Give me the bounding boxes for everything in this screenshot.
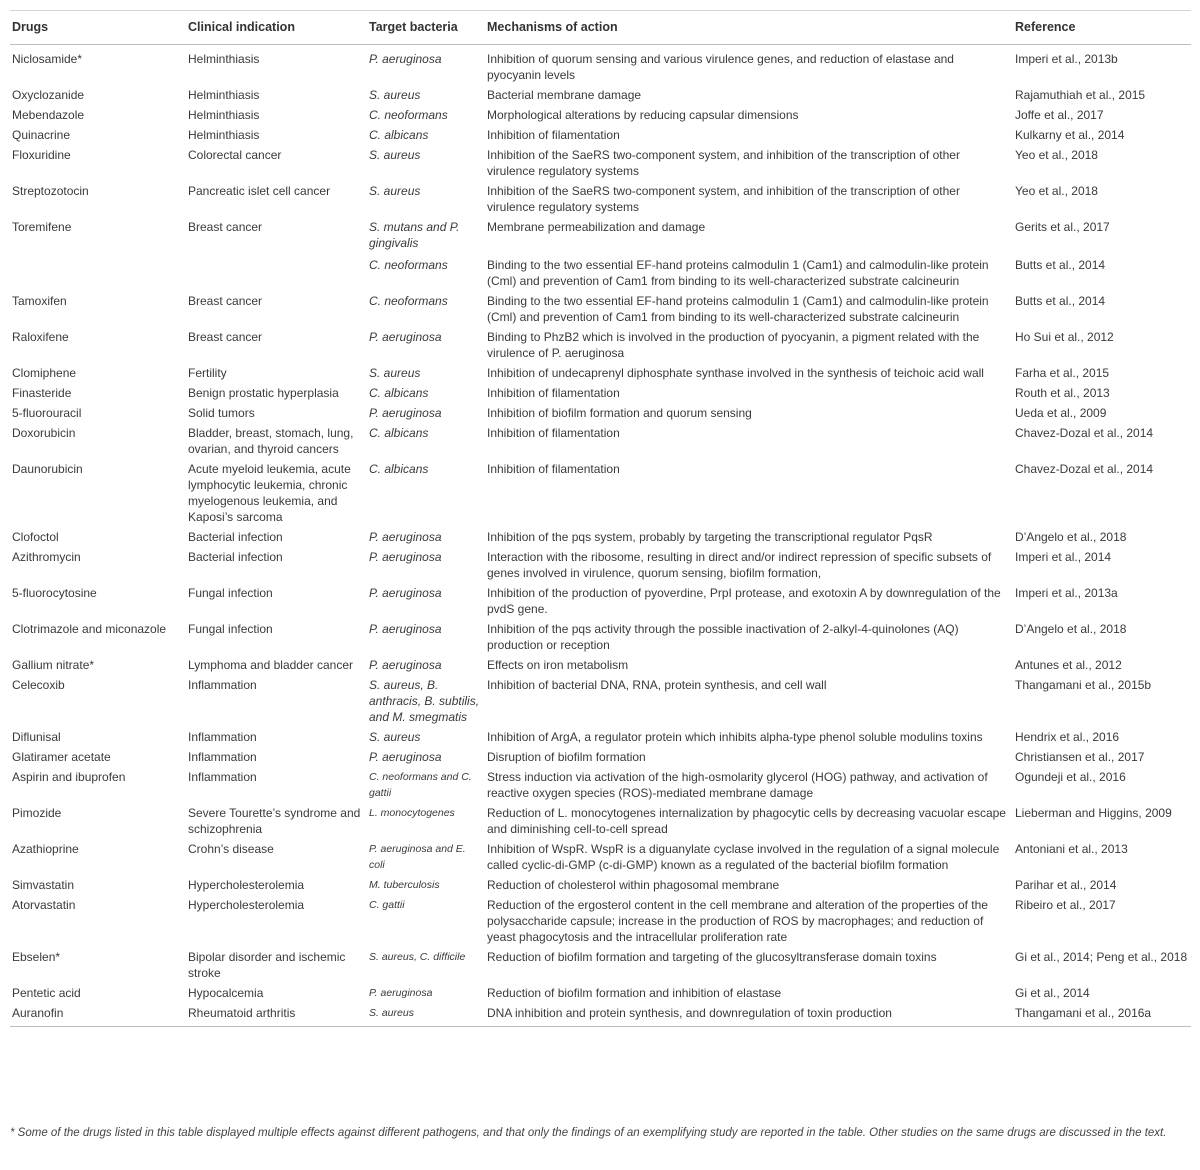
drug-cell: Aspirin and ibuprofen (12, 770, 126, 784)
reference-cell: Ogundeji et al., 2016 (1015, 770, 1126, 784)
table-row (10, 85, 1191, 105)
reference-cell: Imperi et al., 2014 (1015, 550, 1112, 564)
mechanism-cell: DNA inhibition and protein synthesis, and downregulation of toxin production (485, 1003, 1013, 1027)
target-bacteria-cell: C. albicans (369, 386, 429, 400)
reference-cell: Gi et al., 2014 (1015, 986, 1090, 1000)
target-bacteria-cell: P. aeruginosa (369, 52, 442, 66)
reference-cell: Ueda et al., 2009 (1015, 406, 1107, 420)
table-row (10, 217, 1191, 253)
target-bacteria-cell: C. albicans (369, 426, 429, 440)
target-bacteria-cell: S. aureus (369, 88, 421, 102)
indication-cell: Rheumatoid arthritis (186, 1003, 367, 1027)
target-bacteria-cell: S. aureus (367, 1003, 485, 1027)
drug-cell: Azathioprine (12, 842, 79, 856)
mechanism-cell: Morphological alterations by reducing capsular dimensions (487, 108, 799, 122)
reference-cell: Routh et al., 2013 (1015, 386, 1110, 400)
target-bacteria-cell: P. aeruginosa (369, 658, 442, 672)
drug-cell: Azithromycin (12, 550, 81, 564)
target-bacteria-cell: C. albicans (369, 462, 429, 476)
mechanism-cell: Inhibition of the SaeRS two-component system, and inhibition of the transcription of other virulence regulatory systems (487, 148, 960, 178)
indication-cell: Hypocalcemia (188, 986, 264, 1000)
indication-cell: Pancreatic islet cell cancer (188, 184, 331, 198)
drug-cell: Diflunisal (12, 730, 61, 744)
mechanism-cell: Inhibition of undecaprenyl diphosphate synthase involved in the synthesis of teichoic acid wall (487, 366, 984, 380)
mechanism-cell: Reduction of the ergosterol content in the cell membrane and alteration of the properties of the polysaccharide capsule; increase in the production of ROS by macrophages; and reduction of yeast phagocytosis and the intracellular proliferation rate (487, 898, 988, 944)
reference-cell: Butts et al., 2014 (1015, 258, 1106, 272)
reference-cell: Kulkarny et al., 2014 (1015, 128, 1125, 142)
mechanism-cell: Binding to PhzB2 which is involved in the production of pyocyanin, a pigment related with the virulence of P. aeruginosa (487, 330, 980, 360)
reference-cell: Hendrix et al., 2016 (1015, 730, 1120, 744)
indication-cell: Helminthiasis (188, 52, 260, 66)
mechanism-cell: Inhibition of the SaeRS two-component system, and inhibition of the transcription of other virulence regulatory systems (487, 184, 960, 214)
indication-cell: Colorectal cancer (188, 148, 282, 162)
indication-cell: Crohn’s disease (188, 842, 274, 856)
drug-cell (10, 253, 186, 291)
table-header-row (10, 11, 1191, 45)
reference-cell: Gi et al., 2014; Peng et al., 2018 (1015, 950, 1188, 964)
drug-cell: Raloxifene (12, 330, 69, 344)
table-row (10, 547, 1191, 583)
table-row (10, 423, 1191, 459)
table-row (10, 327, 1191, 363)
header-target-bacteria: Target bacteria (367, 11, 485, 45)
mechanism-cell: Inhibition of quorum sensing and various virulence genes, and reduction of elastase and pyocyanin levels (487, 52, 954, 82)
table-row (10, 583, 1191, 619)
indication-cell (186, 253, 367, 291)
drug-cell: Finasteride (12, 386, 72, 400)
target-bacteria-cell: P. aeruginosa (369, 530, 442, 544)
target-bacteria-cell: L. monocytogenes (369, 807, 455, 819)
reference-cell: Thangamani et al., 2015b (1015, 678, 1152, 692)
table-row (10, 619, 1191, 655)
drug-cell: Niclosamide* (12, 52, 83, 66)
indication-cell: Benign prostatic hyperplasia (188, 386, 339, 400)
mechanism-cell: Binding to the two essential EF-hand proteins calmodulin 1 (Cam1) and calmodulin-like protein (Cml) and prevention of Cam1 from binding to its well-characterized substrate calcineurin (487, 294, 989, 324)
drug-repurposing-table-container (10, 10, 1191, 1027)
indication-cell: Breast cancer (188, 330, 263, 344)
drug-cell: Clotrimazole and miconazole (12, 622, 167, 636)
mechanism-cell: Binding to the two essential EF-hand proteins calmodulin 1 (Cam1) and calmodulin-like protein (Cml) and prevention of Cam1 from binding to its well-characterized substrate calcineurin (487, 258, 989, 288)
indication-cell: Fertility (188, 366, 227, 380)
reference-cell: Chavez-Dozal et al., 2014 (1015, 462, 1154, 476)
target-bacteria-cell: C. neoformans (369, 258, 448, 272)
table-row (10, 145, 1191, 181)
table-row (10, 947, 1191, 983)
indication-cell: Bipolar disorder and ischemic stroke (188, 950, 346, 980)
mechanism-cell: Inhibition of the production of pyoverdine, PrpI protease, and exotoxin A by downregulation of the pvdS gene. (487, 586, 1001, 616)
target-bacteria-cell: P. aeruginosa (369, 987, 433, 999)
indication-cell: Severe Tourette’s syndrome and schizophrenia (188, 806, 361, 836)
drug-cell: Auranofin (10, 1003, 186, 1027)
mechanism-cell: Inhibition of the pqs system, probably by targeting the transcriptional regulator PqsR (487, 530, 933, 544)
table-row (10, 895, 1191, 947)
target-bacteria-cell: P. aeruginosa (369, 330, 442, 344)
mechanism-cell: Reduction of biofilm formation and inhibition of elastase (487, 986, 782, 1000)
target-bacteria-cell: S. aureus (369, 730, 421, 744)
table-row (10, 875, 1191, 895)
target-bacteria-cell: S. aureus (369, 366, 421, 380)
reference-cell: Ho Sui et al., 2012 (1015, 330, 1114, 344)
header-mechanisms-of-action: Mechanisms of action (485, 11, 1013, 45)
table-row (10, 1003, 1191, 1027)
table-row (10, 655, 1191, 675)
indication-cell: Lymphoma and bladder cancer (188, 658, 353, 672)
table-row (10, 383, 1191, 403)
reference-cell: Chavez-Dozal et al., 2014 (1015, 426, 1154, 440)
reference-cell: D’Angelo et al., 2018 (1015, 530, 1127, 544)
target-bacteria-cell: P. aeruginosa and E. coli (369, 843, 466, 871)
indication-cell: Helminthiasis (188, 88, 260, 102)
indication-cell: Solid tumors (188, 406, 255, 420)
drug-repurposing-table (10, 10, 1191, 1027)
table-row (10, 747, 1191, 767)
indication-cell: Bladder, breast, stomach, lung, ovarian, and thyroid cancers (188, 426, 354, 456)
drug-cell: Celecoxib (12, 678, 65, 692)
target-bacteria-cell: P. aeruginosa (369, 750, 442, 764)
reference-cell: Gerits et al., 2017 (1015, 220, 1110, 234)
reference-cell: Rajamuthiah et al., 2015 (1015, 88, 1146, 102)
drug-cell: 5-fluorocytosine (12, 586, 97, 600)
table-row (10, 45, 1191, 86)
drug-cell: Simvastatin (12, 878, 75, 892)
reference-cell: Lieberman and Higgins, 2009 (1015, 806, 1172, 820)
drug-cell: Pentetic acid (12, 986, 81, 1000)
drug-cell: Ebselen* (12, 950, 61, 964)
table-body (10, 45, 1191, 1027)
mechanism-cell: Reduction of biofilm formation and targeting of the glucosyltransferase domain toxins (487, 950, 937, 964)
reference-cell: Yeo et al., 2018 (1015, 148, 1098, 162)
target-bacteria-cell: C. neoformans (369, 108, 448, 122)
indication-cell: Hypercholesterolemia (188, 878, 305, 892)
indication-cell: Acute myeloid leukemia, acute lymphocytic leukemia, chronic myelogenous leukemia, and Kaposi’s sarcoma (188, 462, 351, 524)
target-bacteria-cell: C. neoformans and C. gattii (369, 771, 472, 799)
mechanism-cell: Effects on iron metabolism (487, 658, 629, 672)
mechanism-cell: Inhibition of filamentation (487, 128, 620, 142)
mechanism-cell: Inhibition of filamentation (487, 462, 620, 476)
drug-cell: Tamoxifen (12, 294, 67, 308)
table-row (10, 983, 1191, 1003)
target-bacteria-cell: S. aureus, B. anthracis, B. subtilis, and M. smegmatis (369, 678, 480, 724)
indication-cell: Bacterial infection (188, 550, 283, 564)
mechanism-cell: Membrane permeabilization and damage (487, 220, 706, 234)
target-bacteria-cell: C. neoformans (369, 294, 448, 308)
reference-cell: Butts et al., 2014 (1015, 294, 1106, 308)
reference-cell: Thangamani et al., 2016a (1013, 1003, 1191, 1027)
mechanism-cell: Inhibition of filamentation (487, 426, 620, 440)
mechanism-cell: Inhibition of bacterial DNA, RNA, protein synthesis, and cell wall (487, 678, 827, 692)
reference-cell: Ribeiro et al., 2017 (1015, 898, 1116, 912)
drug-cell: Oxyclozanide (12, 88, 85, 102)
reference-cell: Parihar et al., 2014 (1015, 878, 1117, 892)
target-bacteria-cell: P. aeruginosa (369, 586, 442, 600)
reference-cell: D’Angelo et al., 2018 (1015, 622, 1127, 636)
mechanism-cell: Bacterial membrane damage (487, 88, 642, 102)
mechanism-cell: Disruption of biofilm formation (487, 750, 646, 764)
mechanism-cell: Inhibition of WspR. WspR is a diguanylate cyclase involved in the regulation of a signal molecule called cyclic-di-GMP (c-di-GMP) known as a regulated of the bacterial biofilm formation (487, 842, 1000, 872)
table-row (10, 181, 1191, 217)
table-row (10, 803, 1191, 839)
table-row (10, 403, 1191, 423)
drug-cell: Streptozotocin (12, 184, 89, 198)
header-drugs: Drugs (10, 11, 186, 45)
reference-cell: Yeo et al., 2018 (1015, 184, 1098, 198)
target-bacteria-cell: C. gattii (369, 899, 405, 911)
target-bacteria-cell: S. aureus, C. difficile (369, 951, 466, 963)
reference-cell: Imperi et al., 2013b (1015, 52, 1118, 66)
table-row (10, 363, 1191, 383)
indication-cell: Inflammation (188, 750, 257, 764)
indication-cell: Inflammation (188, 678, 257, 692)
drug-cell: Floxuridine (12, 148, 71, 162)
mechanism-cell: Stress induction via activation of the high-osmolarity glycerol (HOG) pathway, and activation of reactive oxygen species (ROS)-mediated membrane damage (487, 770, 988, 800)
drug-cell: Gallium nitrate* (12, 658, 95, 672)
reference-cell: Antunes et al., 2012 (1015, 658, 1122, 672)
drug-cell: 5-fluorouracil (12, 406, 82, 420)
header-clinical-indication: Clinical indication (186, 11, 367, 45)
indication-cell: Fungal infection (188, 622, 273, 636)
drug-cell: Mebendazole (12, 108, 85, 122)
indication-cell: Bacterial infection (188, 530, 283, 544)
reference-cell: Joffe et al., 2017 (1015, 108, 1104, 122)
indication-cell: Inflammation (188, 730, 257, 744)
target-bacteria-cell: C. albicans (369, 128, 429, 142)
drug-cell: Toremifene (12, 220, 72, 234)
target-bacteria-cell: S. aureus (369, 148, 421, 162)
mechanism-cell: Reduction of cholesterol within phagosomal membrane (487, 878, 780, 892)
header-reference: Reference (1013, 11, 1191, 45)
reference-cell: Antoniani et al., 2013 (1015, 842, 1128, 856)
target-bacteria-cell: P. aeruginosa (369, 406, 442, 420)
drug-cell: Daunorubicin (12, 462, 83, 476)
reference-cell: Christiansen et al., 2017 (1015, 750, 1145, 764)
mechanism-cell: Inhibition of ArgA, a regulator protein which inhibits alpha-type phenol soluble modulins toxins (487, 730, 983, 744)
reference-cell: Imperi et al., 2013a (1015, 586, 1118, 600)
drug-cell: Clofoctol (12, 530, 59, 544)
indication-cell: Fungal infection (188, 586, 273, 600)
drug-cell: Quinacrine (12, 128, 71, 142)
table-row (10, 291, 1191, 327)
table-row (10, 767, 1191, 803)
mechanism-cell: Inhibition of filamentation (487, 386, 620, 400)
target-bacteria-cell: P. aeruginosa (369, 550, 442, 564)
indication-cell: Helminthiasis (188, 108, 260, 122)
table-row (10, 125, 1191, 145)
table-row (10, 839, 1191, 875)
indication-cell: Hypercholesterolemia (188, 898, 305, 912)
table-row (10, 727, 1191, 747)
indication-cell: Breast cancer (188, 220, 263, 234)
drug-cell: Doxorubicin (12, 426, 76, 440)
indication-cell: Breast cancer (188, 294, 263, 308)
mechanism-cell: Inhibition of the pqs activity through the possible inactivation of 2-alkyl-4-quinolones (AQ) production or reception (487, 622, 959, 652)
table-footnote: * Some of the drugs listed in this table displayed multiple effects against different pathogens, and that only the findings of an exemplifying study are reported in the table. Other studies on the same drugs are discussed in the text. (10, 1127, 1167, 1139)
table-row (10, 527, 1191, 547)
target-bacteria-cell: P. aeruginosa (369, 622, 442, 636)
drug-cell: Atorvastatin (12, 898, 76, 912)
target-bacteria-cell: S. mutans and P. gingivalis (369, 220, 460, 250)
mechanism-cell: Interaction with the ribosome, resulting in direct and/or indirect repression of specific subsets of genes involved in virulence, quorum sensing, biofilm formation, (487, 550, 992, 580)
mechanism-cell: Reduction of L. monocytogenes internalization by phagocytic cells by decreasing vacuolar escape and diminishing cell-to-cell spread (487, 806, 1006, 836)
target-bacteria-cell: S. aureus (369, 184, 421, 198)
indication-cell: Inflammation (188, 770, 257, 784)
drug-cell: Glatiramer acetate (12, 750, 111, 764)
mechanism-cell: Inhibition of biofilm formation and quorum sensing (487, 406, 752, 420)
table-row (10, 675, 1191, 727)
table-row (10, 105, 1191, 125)
table-row (10, 459, 1191, 527)
drug-cell: Pimozide (12, 806, 62, 820)
target-bacteria-cell: M. tuberculosis (369, 879, 440, 891)
reference-cell: Farha et al., 2015 (1015, 366, 1110, 380)
drug-cell: Clomiphene (12, 366, 77, 380)
table-row (10, 253, 1191, 291)
indication-cell: Helminthiasis (188, 128, 260, 142)
